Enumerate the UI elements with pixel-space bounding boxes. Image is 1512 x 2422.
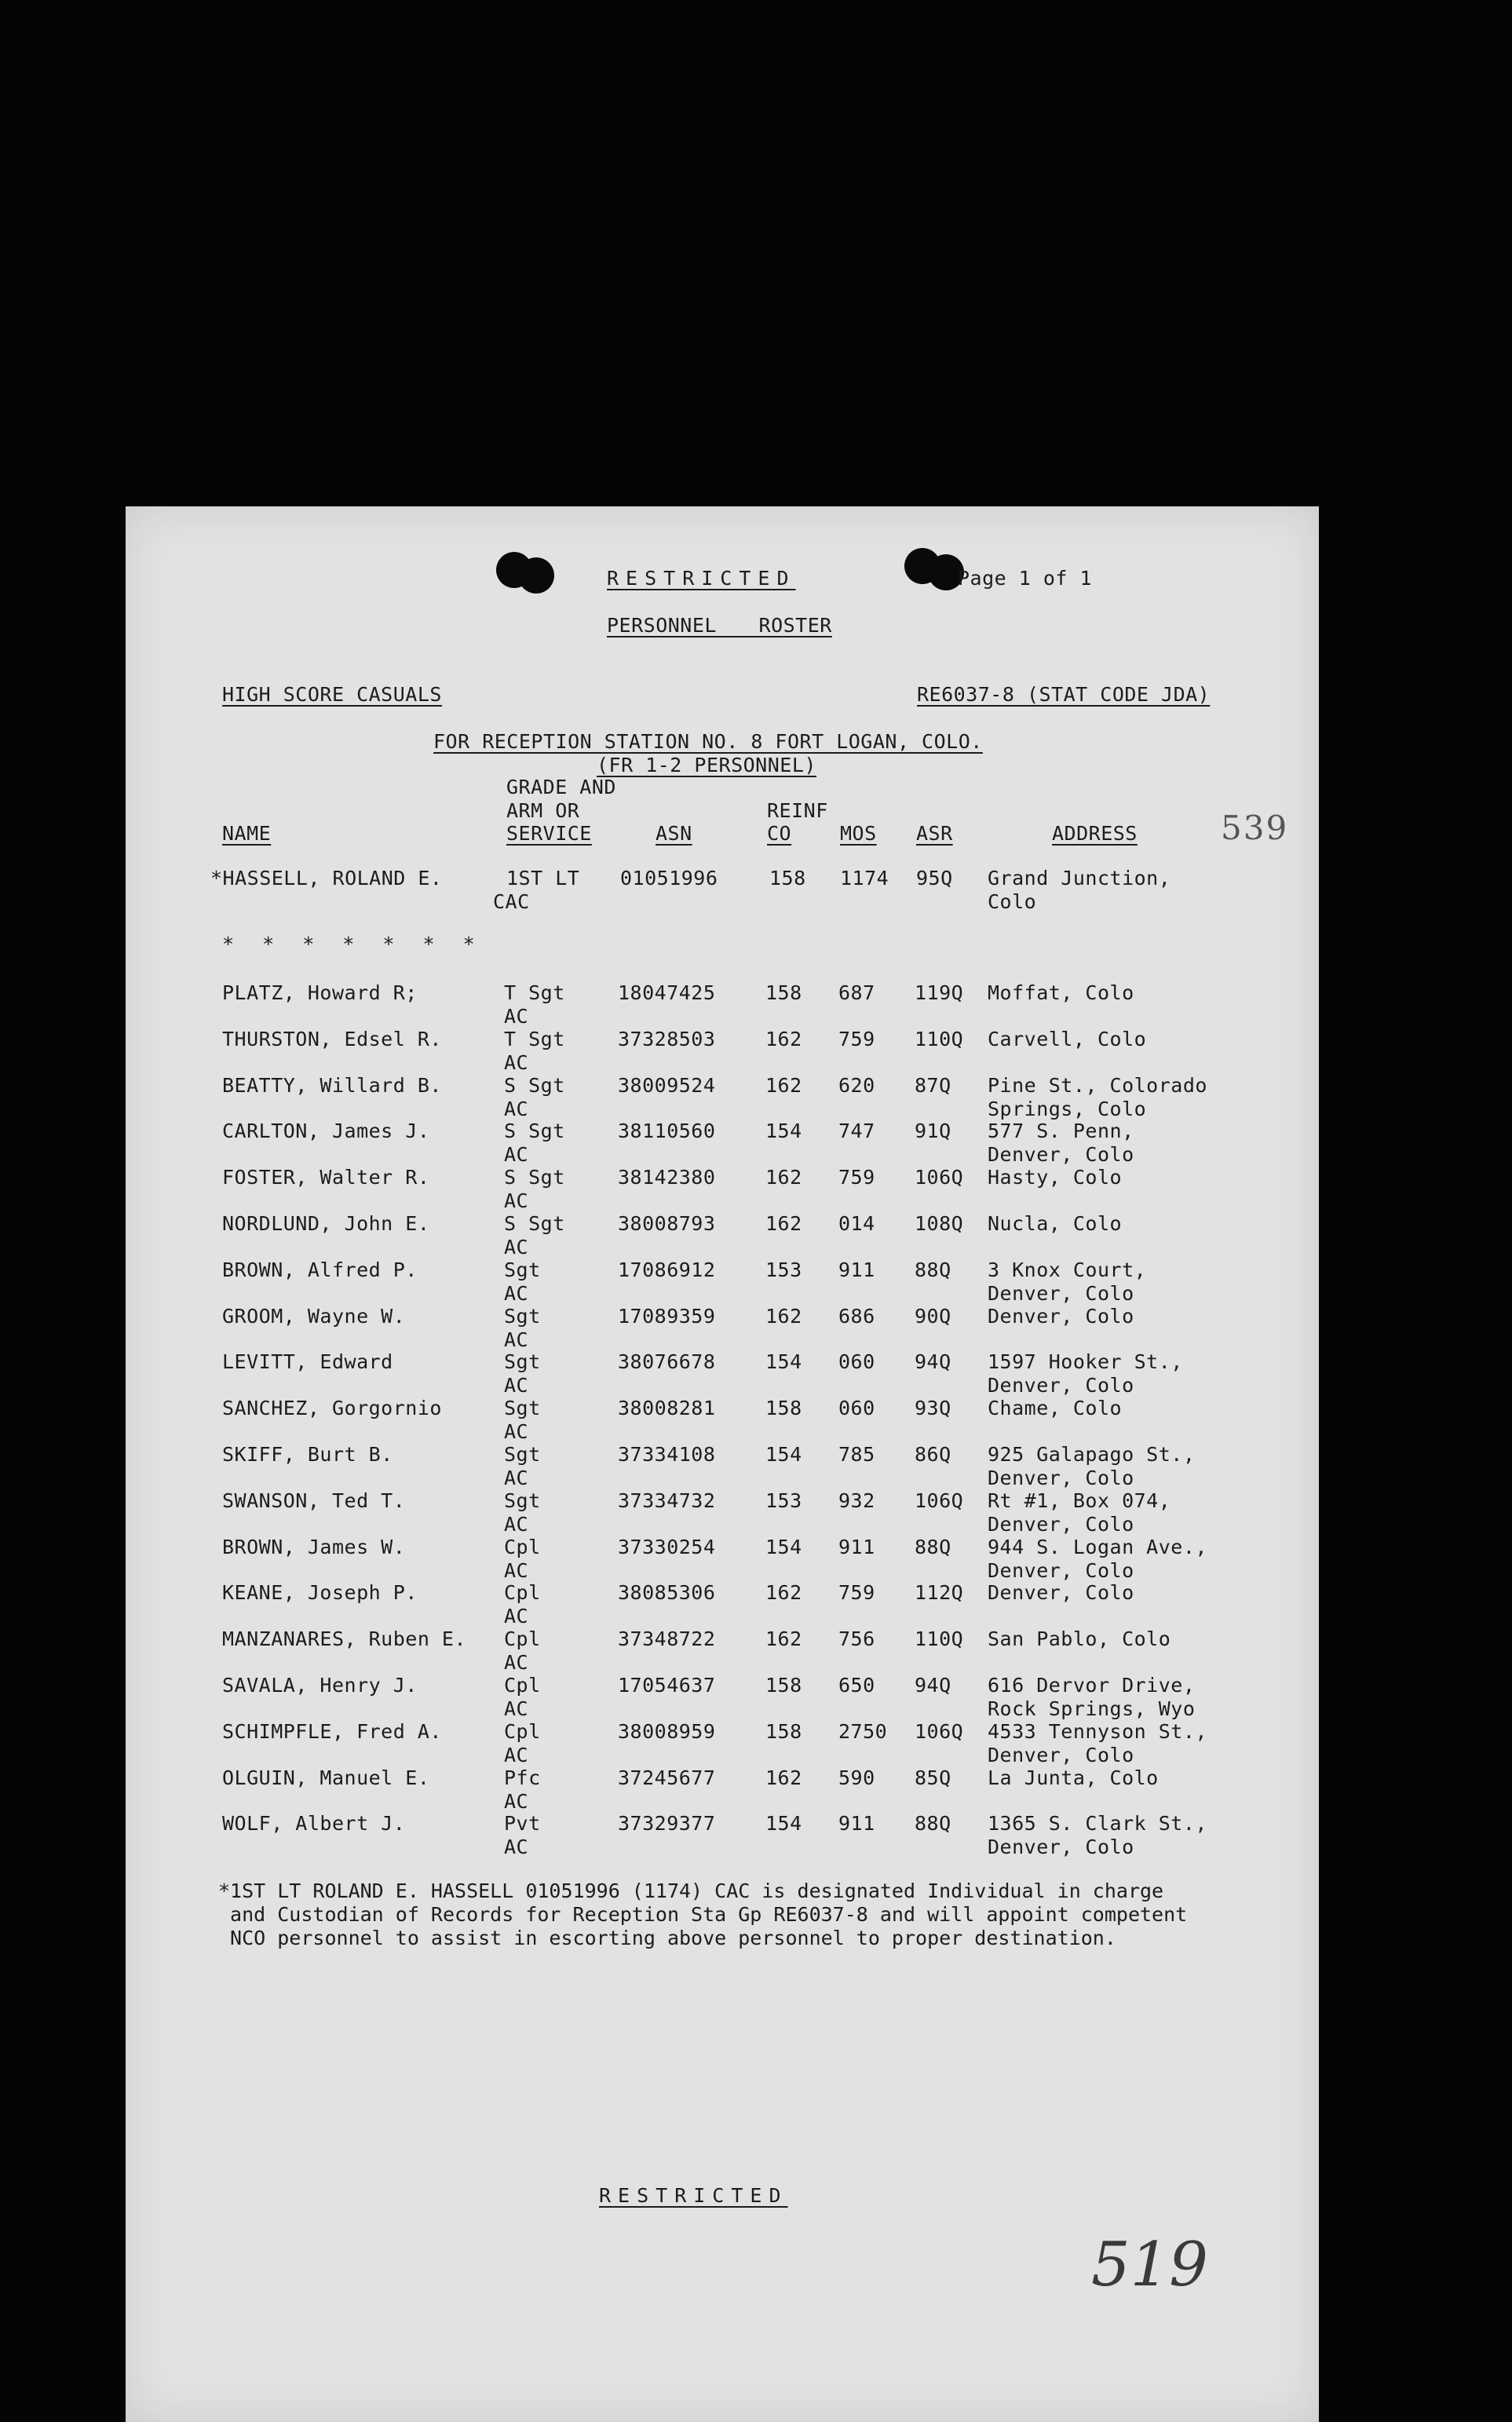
row-arm: AC xyxy=(504,1143,529,1167)
footnote-line2: and Custodian of Records for Reception Sta Gp RE6037-8 and will appoint competent xyxy=(218,1903,1188,1926)
col-grade-line2: ARM OR xyxy=(506,799,580,822)
row-name: SCHIMPFLE, Fred A. xyxy=(222,1719,442,1743)
row-mos: 686 xyxy=(838,1304,875,1328)
row-grade: Cpl xyxy=(504,1627,541,1651)
officer-co: 158 xyxy=(769,867,806,890)
row-name: FOSTER, Walter R. xyxy=(222,1166,430,1189)
row-grade: S Sgt xyxy=(504,1073,565,1097)
row-mos: 911 xyxy=(838,1258,875,1281)
row-address-line1: 1597 Hooker St., xyxy=(988,1350,1183,1374)
row-name: PLATZ, Howard R; xyxy=(222,981,418,1004)
officer-name: *HASSELL, ROLAND E. xyxy=(210,867,443,890)
row-grade: Sgt xyxy=(504,1443,541,1466)
row-mos: 932 xyxy=(838,1489,875,1512)
row-asr: 119Q xyxy=(915,981,964,1004)
restricted-top: RESTRICTED xyxy=(607,567,796,590)
row-address-line1: 925 Galapago St., xyxy=(988,1443,1196,1466)
row-asr: 91Q xyxy=(915,1120,951,1143)
row-asr: 94Q xyxy=(915,1674,951,1697)
row-arm: AC xyxy=(504,1697,529,1720)
row-co: 158 xyxy=(765,981,802,1004)
col-name: NAME xyxy=(222,822,272,845)
row-asr: 88Q xyxy=(915,1812,951,1836)
row-asn: 17086912 xyxy=(618,1258,716,1281)
row-mos: 687 xyxy=(838,981,875,1004)
row-grade: T Sgt xyxy=(504,981,565,1004)
row-mos: 014 xyxy=(838,1212,875,1235)
row-co: 154 xyxy=(765,1443,802,1466)
row-mos: 759 xyxy=(838,1027,875,1050)
row-address-line1: Moffat, Colo xyxy=(988,981,1134,1004)
row-mos: 2750 xyxy=(838,1719,888,1743)
row-address-line2: Springs, Colo xyxy=(988,1097,1147,1120)
row-mos: 911 xyxy=(838,1535,875,1558)
row-arm: AC xyxy=(504,1236,529,1258)
footnote-line1: *1ST LT ROLAND E. HASSELL 01051996 (1174) CAC is designated Individual in charge xyxy=(218,1880,1164,1902)
row-mos: 785 xyxy=(838,1443,875,1466)
row-arm: AC xyxy=(504,1374,529,1397)
row-arm: AC xyxy=(504,1420,529,1444)
row-grade: S Sgt xyxy=(504,1212,565,1235)
punch-hole-left-b xyxy=(518,557,554,594)
row-arm: AC xyxy=(504,1189,529,1213)
row-co: 162 xyxy=(765,1627,802,1651)
row-address-line1: 1365 S. Clark St., xyxy=(988,1812,1207,1836)
row-mos: 747 xyxy=(838,1120,875,1143)
row-name: BEATTY, Willard B. xyxy=(222,1073,442,1097)
row-asr: 94Q xyxy=(915,1350,951,1374)
row-asn: 38008793 xyxy=(618,1212,716,1235)
row-grade: Cpl xyxy=(504,1719,541,1743)
col-reinf-line2: CO xyxy=(767,822,792,845)
row-address-line1: 577 S. Penn, xyxy=(988,1120,1134,1143)
row-arm: AC xyxy=(504,1328,529,1351)
unit-name: HIGH SCORE CASUALS xyxy=(222,683,442,706)
row-address-line1: Pine St., Colorado xyxy=(988,1073,1207,1097)
row-asr: 106Q xyxy=(915,1719,964,1743)
row-grade: Sgt xyxy=(504,1397,541,1420)
row-grade: Cpl xyxy=(504,1674,541,1697)
row-name: LEVITT, Edward xyxy=(222,1350,393,1374)
row-mos: 620 xyxy=(838,1073,875,1097)
row-arm: AC xyxy=(504,1789,529,1813)
row-asn: 17054637 xyxy=(618,1674,716,1697)
restricted-bottom: RESTRICTED xyxy=(599,2184,788,2207)
row-asr: 106Q xyxy=(915,1489,964,1512)
row-name: SWANSON, Ted T. xyxy=(222,1489,406,1512)
row-grade: T Sgt xyxy=(504,1027,565,1050)
officer-asn: 01051996 xyxy=(620,867,718,890)
row-asn: 37328503 xyxy=(618,1027,716,1050)
footnote-line3: NCO personnel to assist in escorting above personnel to proper destination. xyxy=(218,1927,1116,1949)
row-asn: 38142380 xyxy=(618,1166,716,1189)
row-asn: 37245677 xyxy=(618,1766,716,1789)
row-grade: Cpl xyxy=(504,1581,541,1605)
row-arm: AC xyxy=(504,1512,529,1536)
row-address-line2: Denver, Colo xyxy=(988,1836,1134,1859)
col-asr: ASR xyxy=(916,822,953,845)
row-co: 158 xyxy=(765,1397,802,1420)
row-arm: AC xyxy=(504,1050,529,1074)
row-address-line1: Chame, Colo xyxy=(988,1397,1123,1420)
row-address-line2: Rock Springs, Wyo xyxy=(988,1697,1196,1720)
row-address-line1: 616 Dervor Drive, xyxy=(988,1674,1196,1697)
row-mos: 060 xyxy=(838,1397,875,1420)
row-asn: 37329377 xyxy=(618,1812,716,1836)
row-co: 162 xyxy=(765,1073,802,1097)
row-co: 162 xyxy=(765,1581,802,1605)
row-asr: 106Q xyxy=(915,1166,964,1189)
row-address-line1: 944 S. Logan Ave., xyxy=(988,1535,1207,1558)
row-address-line2: Denver, Colo xyxy=(988,1743,1134,1766)
row-arm: AC xyxy=(504,1558,529,1582)
personnel-subtitle: (FR 1-2 PERSONNEL) xyxy=(597,754,816,776)
officer-asr: 95Q xyxy=(916,867,953,890)
row-address-line1: San Pablo, Colo xyxy=(988,1627,1171,1651)
row-mos: 759 xyxy=(838,1166,875,1189)
row-co: 154 xyxy=(765,1120,802,1143)
page-label: Page 1 of 1 xyxy=(958,567,1093,590)
row-grade: Sgt xyxy=(504,1258,541,1281)
stamp-number: 539 xyxy=(1221,809,1289,847)
document-title: PERSONNEL ROSTER xyxy=(607,614,832,637)
row-address-line2: Denver, Colo xyxy=(988,1512,1134,1536)
row-asn: 38009524 xyxy=(618,1073,716,1097)
row-name: BROWN, Alfred P. xyxy=(222,1258,418,1281)
row-mos: 756 xyxy=(838,1627,875,1651)
row-address-line1: Denver, Colo xyxy=(988,1304,1134,1328)
row-name: SAVALA, Henry J. xyxy=(222,1674,418,1697)
row-asn: 37330254 xyxy=(618,1535,716,1558)
row-arm: AC xyxy=(504,1605,529,1628)
row-name: MANZANARES, Ruben E. xyxy=(222,1627,467,1651)
row-address-line1: Hasty, Colo xyxy=(988,1166,1123,1189)
col-mos: MOS xyxy=(840,822,877,845)
row-co: 154 xyxy=(765,1535,802,1558)
row-address-line1: La Junta, Colo xyxy=(988,1766,1159,1789)
row-mos: 590 xyxy=(838,1766,875,1789)
row-arm: AC xyxy=(504,1097,529,1120)
row-asr: 85Q xyxy=(915,1766,951,1789)
row-co: 162 xyxy=(765,1027,802,1050)
row-asr: 112Q xyxy=(915,1581,964,1605)
row-mos: 759 xyxy=(838,1581,875,1605)
row-asn: 37348722 xyxy=(618,1627,716,1651)
row-mos: 650 xyxy=(838,1674,875,1697)
row-co: 158 xyxy=(765,1719,802,1743)
row-grade: Sgt xyxy=(504,1304,541,1328)
row-asn: 38008959 xyxy=(618,1719,716,1743)
row-asn: 18047425 xyxy=(618,981,716,1004)
row-asn: 38076678 xyxy=(618,1350,716,1374)
row-asn: 38085306 xyxy=(618,1581,716,1605)
row-address-line1: Rt #1, Box 074, xyxy=(988,1489,1171,1512)
row-address-line1: 3 Knox Court, xyxy=(988,1258,1147,1281)
row-name: WOLF, Albert J. xyxy=(222,1812,406,1836)
row-address-line2: Denver, Colo xyxy=(988,1374,1134,1397)
separator-asterisks: * * * * * * * xyxy=(222,933,476,955)
row-grade: Sgt xyxy=(504,1489,541,1512)
row-name: SANCHEZ, Gorgornio xyxy=(222,1397,442,1420)
row-address-line1: Nucla, Colo xyxy=(988,1212,1123,1235)
row-co: 162 xyxy=(765,1212,802,1235)
row-asn: 37334108 xyxy=(618,1443,716,1466)
row-arm: AC xyxy=(504,1005,529,1028)
row-name: KEANE, Joseph P. xyxy=(222,1581,418,1605)
col-reinf-line1: REINF xyxy=(767,799,828,822)
row-asr: 110Q xyxy=(915,1027,964,1050)
row-arm: AC xyxy=(504,1743,529,1766)
station-code: RE6037-8 (STAT CODE JDA) xyxy=(917,683,1211,706)
row-address-line2: Denver, Colo xyxy=(988,1143,1134,1167)
row-asn: 17089359 xyxy=(618,1304,716,1328)
row-co: 162 xyxy=(765,1304,802,1328)
row-asn: 38008281 xyxy=(618,1397,716,1420)
officer-address-line2: Colo xyxy=(988,890,1037,913)
row-grade: Pfc xyxy=(504,1766,541,1789)
officer-arm: CAC xyxy=(493,890,530,913)
row-name: GROOM, Wayne W. xyxy=(222,1304,406,1328)
row-co: 154 xyxy=(765,1350,802,1374)
row-asr: 88Q xyxy=(915,1535,951,1558)
row-address-line1: Carvell, Colo xyxy=(988,1027,1147,1050)
row-arm: AC xyxy=(504,1467,529,1489)
row-grade: S Sgt xyxy=(504,1120,565,1143)
row-co: 158 xyxy=(765,1674,802,1697)
row-address-line2: Denver, Colo xyxy=(988,1558,1134,1582)
row-asr: 88Q xyxy=(915,1258,951,1281)
col-asn: ASN xyxy=(656,822,692,845)
row-co: 153 xyxy=(765,1258,802,1281)
row-asr: 93Q xyxy=(915,1397,951,1420)
row-arm: AC xyxy=(504,1836,529,1859)
row-asr: 87Q xyxy=(915,1073,951,1097)
row-mos: 911 xyxy=(838,1812,875,1836)
row-co: 153 xyxy=(765,1489,802,1512)
row-arm: AC xyxy=(504,1651,529,1675)
row-asr: 110Q xyxy=(915,1627,964,1651)
col-address: ADDRESS xyxy=(1052,822,1138,845)
col-grade-line1: GRADE AND xyxy=(506,776,616,798)
handwritten-number: 519 xyxy=(1091,2230,1208,2300)
officer-mos: 1174 xyxy=(840,867,889,890)
officer-address-line1: Grand Junction, xyxy=(988,867,1171,890)
row-mos: 060 xyxy=(838,1350,875,1374)
row-arm: AC xyxy=(504,1281,529,1305)
row-asr: 86Q xyxy=(915,1443,951,1466)
row-asn: 38110560 xyxy=(618,1120,716,1143)
officer-grade: 1ST LT xyxy=(506,867,580,890)
row-grade: Sgt xyxy=(504,1350,541,1374)
footnote xyxy=(218,1880,1187,1950)
row-name: OLGUIN, Manuel E. xyxy=(222,1766,430,1789)
row-name: SKIFF, Burt B. xyxy=(222,1443,393,1466)
row-co: 162 xyxy=(765,1766,802,1789)
row-name: CARLTON, James J. xyxy=(222,1120,430,1143)
row-address-line1: Denver, Colo xyxy=(988,1581,1134,1605)
row-address-line1: 4533 Tennyson St., xyxy=(988,1719,1207,1743)
row-asn: 37334732 xyxy=(618,1489,716,1512)
row-asr: 90Q xyxy=(915,1304,951,1328)
row-address-line2: Denver, Colo xyxy=(988,1281,1134,1305)
row-grade: Cpl xyxy=(504,1535,541,1558)
row-asr: 108Q xyxy=(915,1212,964,1235)
col-grade-line3: SERVICE xyxy=(506,822,592,845)
row-name: BROWN, James W. xyxy=(222,1535,406,1558)
row-name: THURSTON, Edsel R. xyxy=(222,1027,442,1050)
row-co: 162 xyxy=(765,1166,802,1189)
reception-line: FOR RECEPTION STATION NO. 8 FORT LOGAN, COLO. xyxy=(433,730,983,753)
row-address-line2: Denver, Colo xyxy=(988,1467,1134,1489)
row-co: 154 xyxy=(765,1812,802,1836)
row-grade: S Sgt xyxy=(504,1166,565,1189)
row-name: NORDLUND, John E. xyxy=(222,1212,430,1235)
row-grade: Pvt xyxy=(504,1812,541,1836)
